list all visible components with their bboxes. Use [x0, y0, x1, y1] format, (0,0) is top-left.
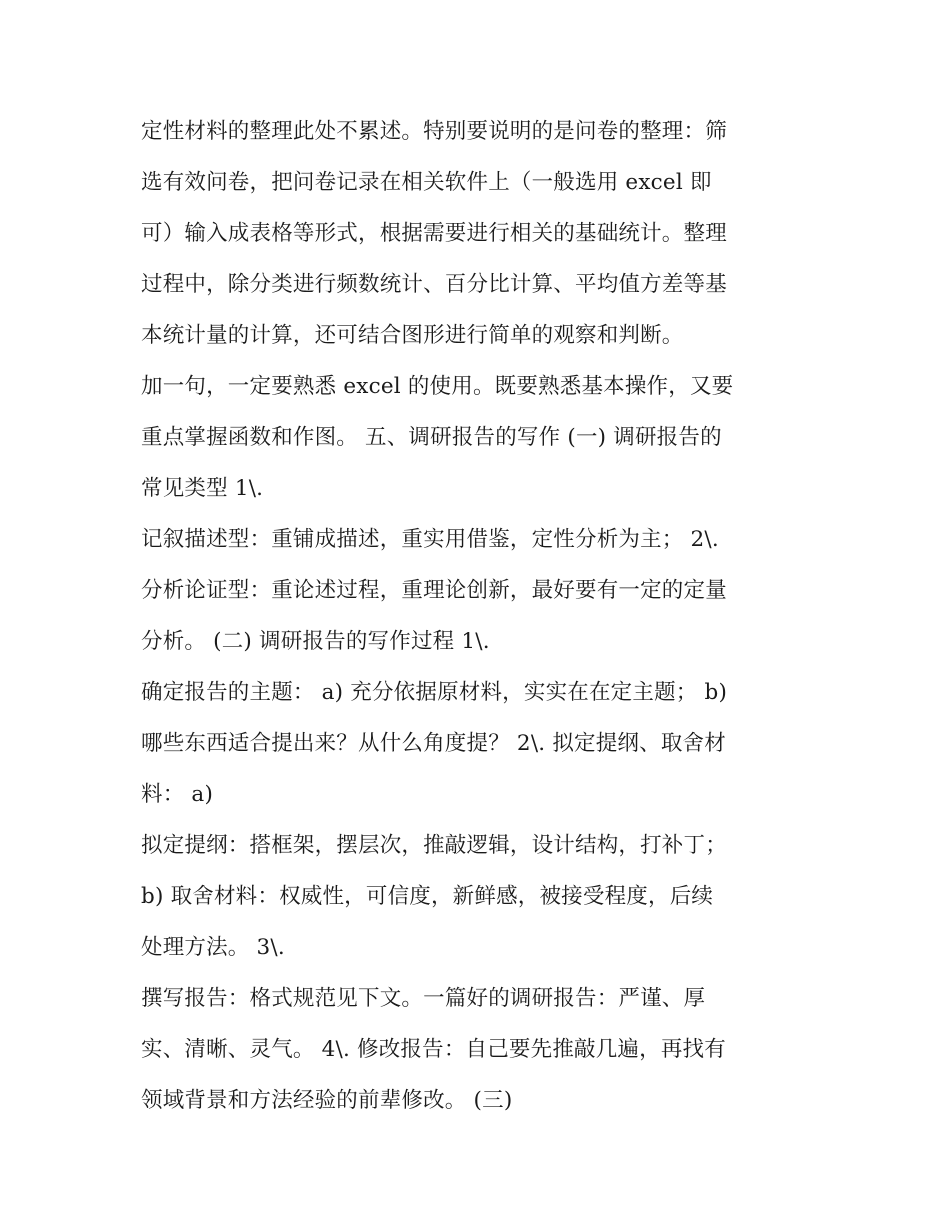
text-line: 可）输入成表格等形式，根据需要进行相关的基础统计。整理 [141, 221, 727, 246]
text-line: 定性材料的整理此处不累述。特别要说明的是问卷的整理：筛 [141, 119, 727, 144]
text-line: 哪些东西适合提出来？从什么角度提？ 2\. 拟定提纲、取舍材 [141, 731, 726, 756]
text-line: 撰写报告：格式规范见下文。一篇好的调研报告：严谨、厚 [141, 986, 706, 1011]
text-line: 选有效问卷，把问卷记录在相关软件上（一般选用 excel 即 [141, 170, 712, 195]
text-line: 常见类型 1\. [141, 476, 264, 501]
text-line: 记叙描述型：重铺成描述，重实用借鉴，定性分析为主； 2\. [141, 527, 719, 552]
text-line: 实、清晰、灵气。 4\. 修改报告：自己要先推敲几遍，再找有 [141, 1037, 726, 1062]
text-line: 处理方法。 3\. [141, 935, 285, 960]
text-line: b) 取舍材料：权威性，可信度，新鲜感，被接受程度，后续 [141, 884, 714, 909]
text-line: 分析论证型：重论述过程，重理论创新，最好要有一定的定量 [141, 578, 727, 603]
text-line: 分析。 (二) 调研报告的写作过程 1\. [141, 629, 490, 654]
text-line: 重点掌握函数和作图。 五、调研报告的写作 (一) 调研报告的 [141, 425, 722, 450]
text-line: 确定报告的主题： a) 充分依据原材料，实实在在定主题； b) [141, 680, 728, 705]
text-line: 过程中，除分类进行频数统计、百分比计算、平均值方差等基 [141, 272, 727, 297]
text-line: 拟定提纲：搭框架，摆层次，推敲逻辑，设计结构，打补丁； [141, 833, 727, 858]
text-line: 本统计量的计算，还可结合图形进行简单的观察和判断。 [141, 323, 684, 348]
text-line: 领域背景和方法经验的前辈修改。 (三) [141, 1088, 513, 1113]
document-body [141, 106, 821, 1126]
text-line: 加一句，一定要熟悉 excel 的使用。既要熟悉基本操作，又要 [141, 374, 734, 399]
text-line: 料： a) [141, 782, 214, 807]
